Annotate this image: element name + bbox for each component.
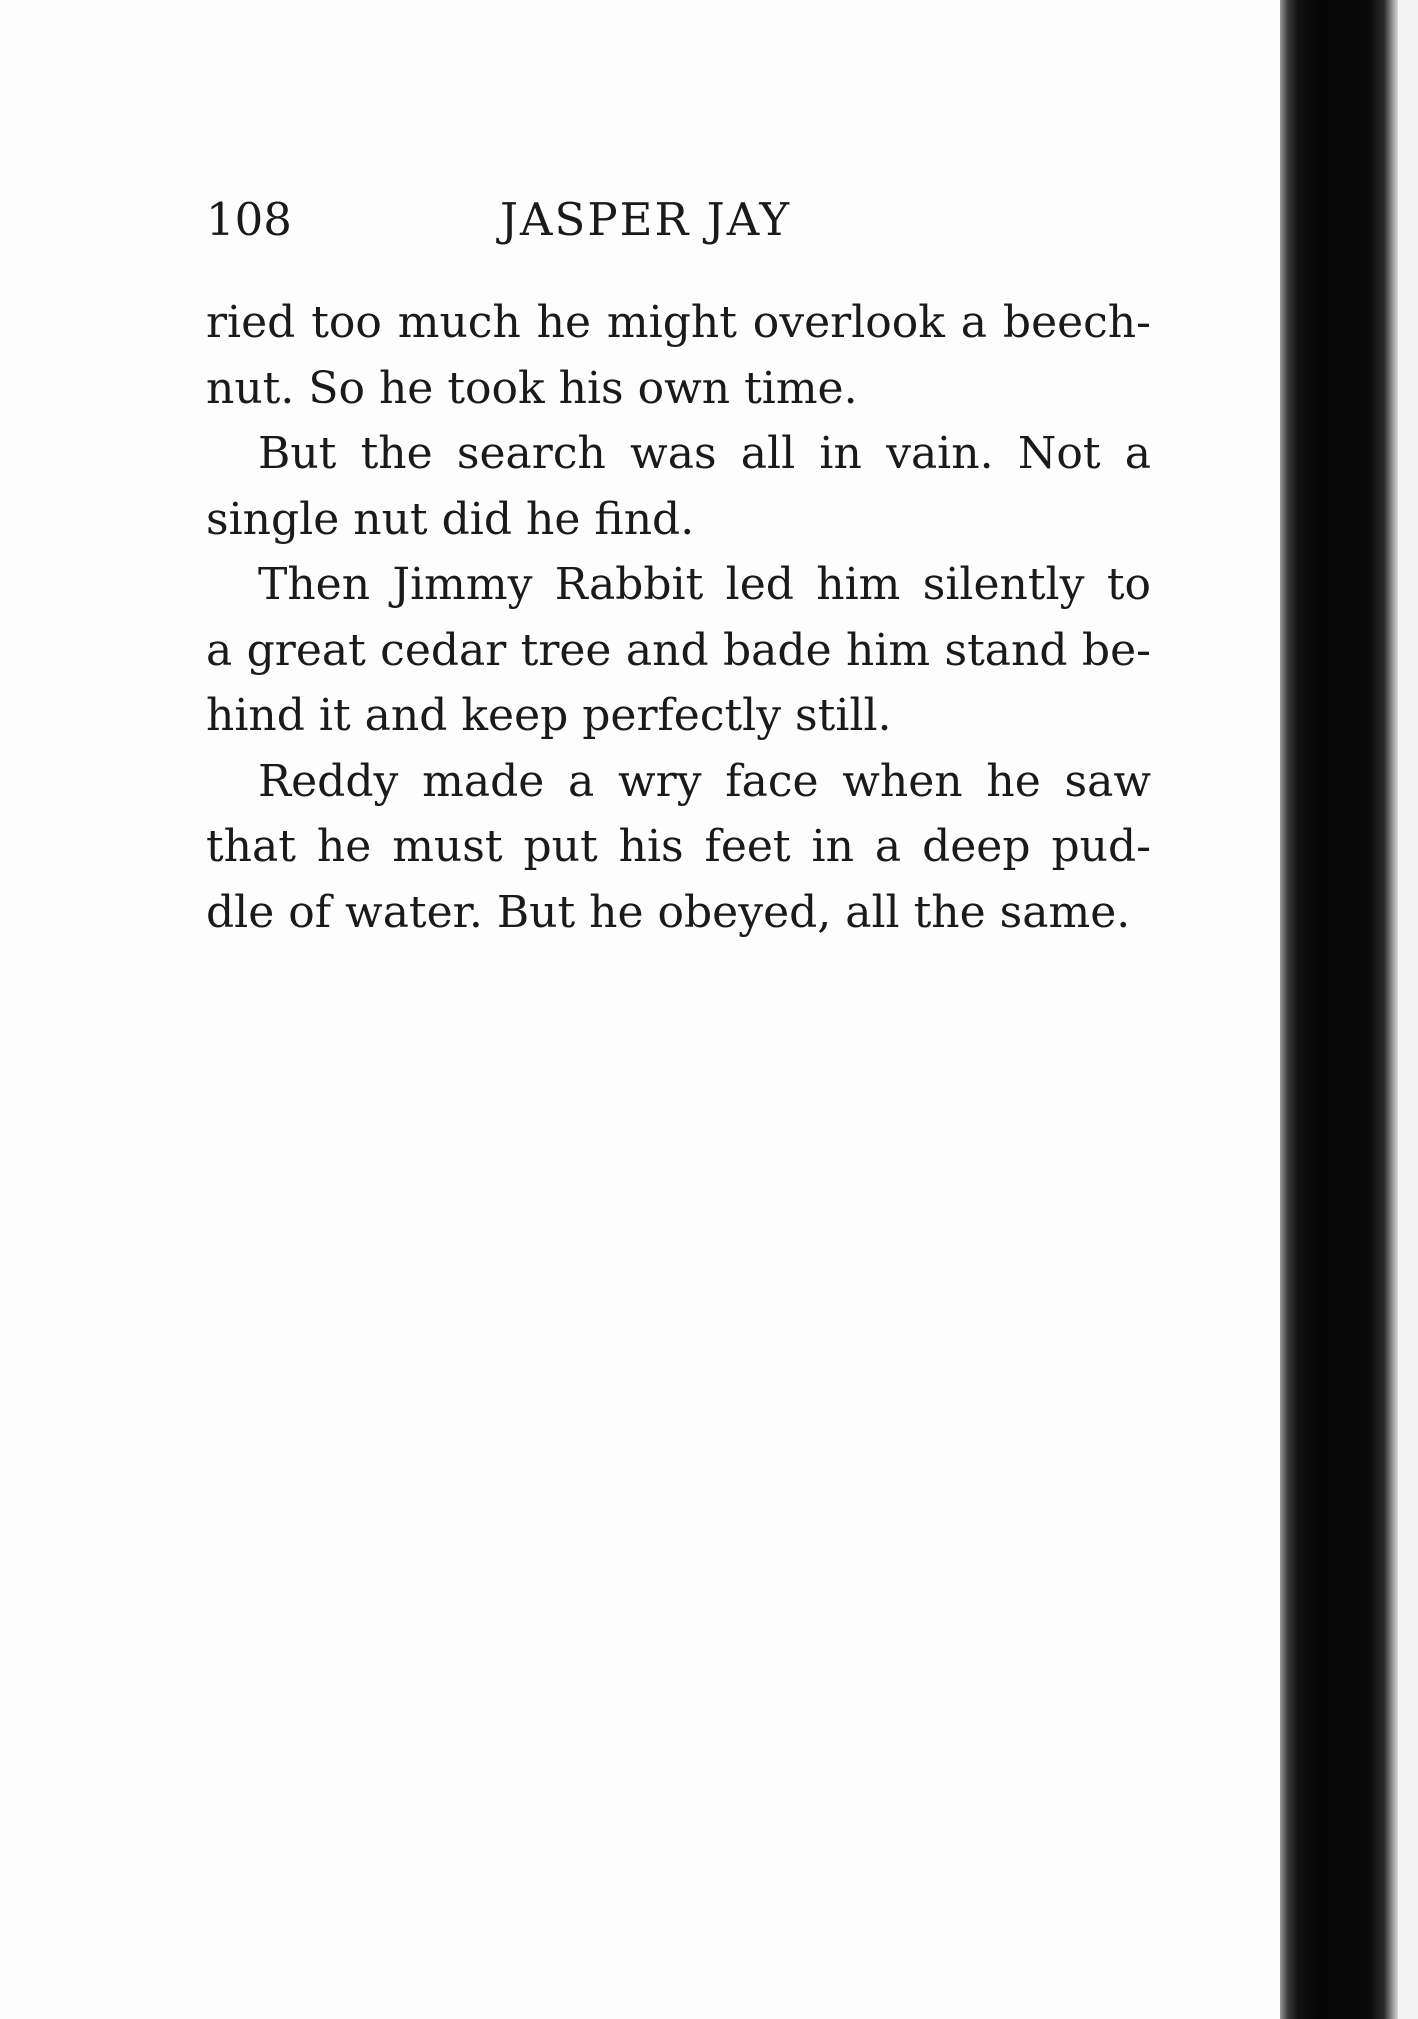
text-line: But the search was all in vain. Not a <box>258 428 1151 479</box>
page-header <box>206 190 1156 250</box>
paragraph <box>206 552 1151 749</box>
text-line: dle of water. But he obeyed, all the same. <box>206 886 1131 938</box>
text-line: nut. So he took his own time. <box>206 362 858 414</box>
body-text <box>206 290 1151 945</box>
paragraph <box>206 290 1151 421</box>
text-line: ried too much he might overlook a beech- <box>206 297 1151 348</box>
paragraph <box>206 421 1151 552</box>
scan-margin <box>1398 0 1418 2019</box>
book-spine-shadow <box>1280 0 1398 2019</box>
paragraph <box>206 749 1151 946</box>
page-number: 108 <box>206 193 292 246</box>
text-line: hind it and keep perfectly still. <box>206 690 892 741</box>
text-line: Reddy made a wry face when he saw <box>258 755 1151 807</box>
text-line: single nut did he find. <box>206 493 695 545</box>
text-line: Then Jimmy Rabbit led him silently to <box>258 559 1151 610</box>
text-line: a great cedar tree and bade him stand be- <box>206 624 1151 676</box>
running-title: JASPER JAY <box>500 193 792 246</box>
text-line: that he must put his feet in a deep pud- <box>206 821 1151 872</box>
